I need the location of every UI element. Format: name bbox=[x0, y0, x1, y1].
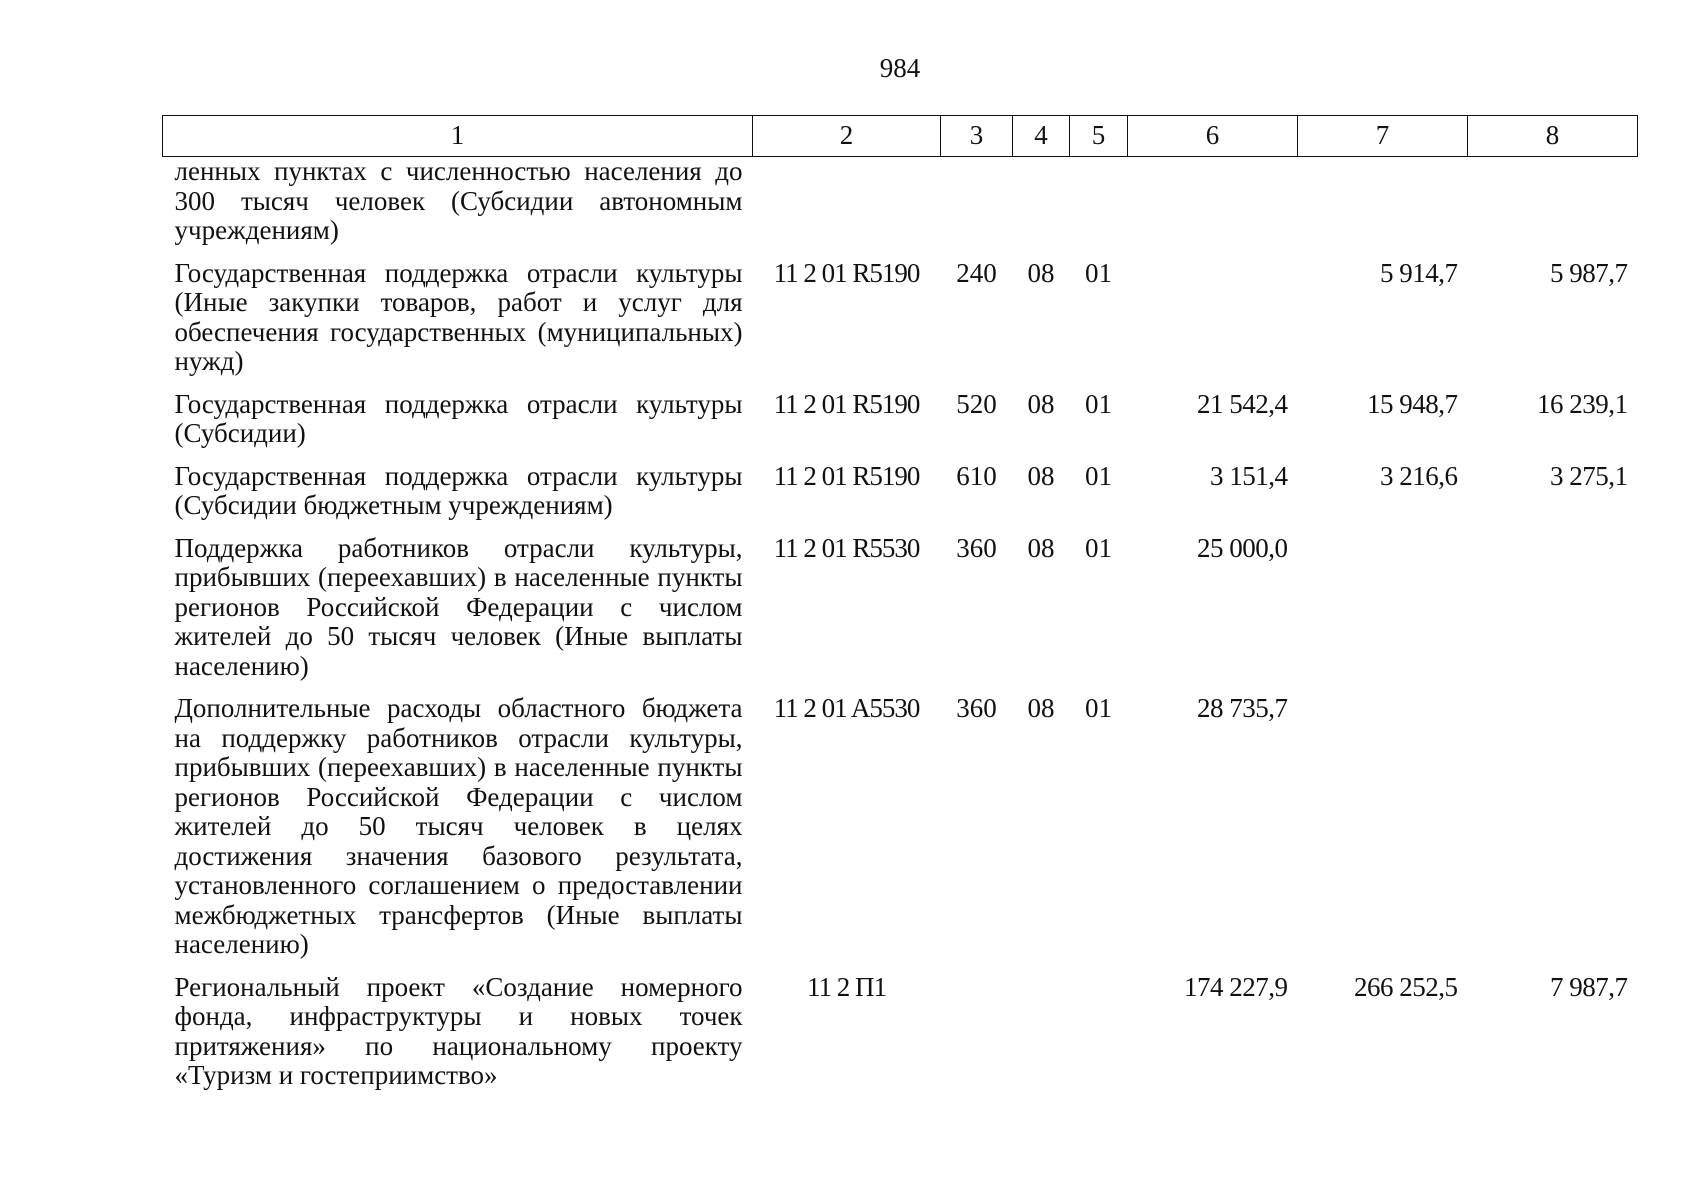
table-header bbox=[163, 116, 1638, 157]
row-section: 08 bbox=[1027, 388, 1055, 419]
row-name: Государственная поддержка отрасли культуры (Субсидии) bbox=[174, 388, 743, 448]
row-amount-year-3 bbox=[1468, 157, 1638, 259]
row-amount-year-3: 7 987,7 bbox=[1550, 971, 1628, 1002]
row-amount-year-2 bbox=[1298, 694, 1468, 973]
column-header-3: 3 bbox=[941, 116, 1013, 157]
column-header-1: 1 bbox=[163, 116, 753, 157]
row-target-article: 11 2 01 R5190 bbox=[773, 460, 920, 491]
row-amount-year-3 bbox=[1468, 534, 1638, 695]
row-amount-year-2: 5 914,7 bbox=[1380, 257, 1458, 288]
row-subsection: 01 bbox=[1085, 388, 1112, 419]
row-expense-type: 240 bbox=[956, 257, 997, 288]
row-subsection: 01 bbox=[1085, 693, 1112, 723]
row-amount-year-1: 28 735,7 bbox=[1197, 693, 1288, 723]
header-row bbox=[163, 116, 1638, 157]
row-amount-year-1: 174 227,9 bbox=[1184, 971, 1288, 1002]
row-section: 08 bbox=[1027, 693, 1055, 723]
table-row bbox=[163, 973, 1638, 1104]
row-section bbox=[1013, 157, 1070, 259]
table-row bbox=[163, 390, 1638, 462]
row-subsection: 01 bbox=[1085, 257, 1112, 288]
row-section: 08 bbox=[1027, 532, 1055, 563]
row-expense-type: 360 bbox=[956, 532, 997, 563]
row-amount-year-2 bbox=[1298, 534, 1468, 695]
table-row bbox=[163, 694, 1638, 973]
row-amount-year-1: 25 000,0 bbox=[1197, 532, 1288, 563]
row-section: 08 bbox=[1027, 460, 1055, 491]
column-header-4: 4 bbox=[1013, 116, 1070, 157]
row-amount-year-3: 3 275,1 bbox=[1550, 460, 1628, 491]
row-amount-year-3: 16 239,1 bbox=[1537, 388, 1628, 419]
column-header-6: 6 bbox=[1128, 116, 1298, 157]
row-amount-year-1 bbox=[1128, 157, 1298, 259]
row-name: Дополнительные расходы областного бюджета на поддержку работников отрасли культуры, прибывших (переехавших) в населенные пункты регионов Российской Федерации с числом жителей до 50 тысяч человек в целях достижения значения базового результата, установленного соглашением о предоставлении межбюджетных трансфертов (Иные выплаты населению) bbox=[174, 693, 743, 959]
column-header-5: 5 bbox=[1070, 116, 1128, 157]
row-amount-year-3: 5 987,7 bbox=[1550, 257, 1628, 288]
row-amount-year-1: 21 542,4 bbox=[1197, 388, 1288, 419]
table-row bbox=[163, 534, 1638, 695]
table-row bbox=[163, 259, 1638, 390]
row-amount-year-2: 15 948,7 bbox=[1367, 388, 1458, 419]
column-header-2: 2 bbox=[753, 116, 941, 157]
row-subsection bbox=[1070, 973, 1128, 1104]
row-subsection: 01 bbox=[1085, 532, 1112, 563]
row-target-article: 11 2 01 R5190 bbox=[773, 388, 920, 419]
row-subsection: 01 bbox=[1085, 460, 1112, 491]
row-amount-year-1 bbox=[1128, 259, 1298, 390]
row-name: Государственная поддержка отрасли культуры (Иные закупки товаров, работ и услуг для обеспечения государственных (муниципальных) нужд) bbox=[174, 257, 743, 376]
row-name: Региональный проект «Создание номерного фонда, инфраструктуры и новых точек притяжения» по национальному проекту «Туризм и гостеприимство» bbox=[174, 971, 743, 1090]
row-expense-type: 520 bbox=[956, 388, 997, 419]
row-section bbox=[1013, 973, 1070, 1104]
column-header-8: 8 bbox=[1468, 116, 1638, 157]
table-row bbox=[163, 462, 1638, 534]
row-amount-year-2: 3 216,6 bbox=[1380, 460, 1458, 491]
row-target-article: 11 2 01 R5190 bbox=[773, 257, 920, 288]
budget-table bbox=[162, 115, 1638, 1104]
row-expense-type: 610 bbox=[956, 460, 997, 491]
row-amount-year-2 bbox=[1298, 157, 1468, 259]
row-expense-type bbox=[941, 973, 1013, 1104]
row-name: ленных пунктах с численностью населения до 300 тысяч человек (Субсидии автономным учреждениям) bbox=[174, 156, 743, 245]
table-body bbox=[163, 157, 1638, 1104]
row-expense-type: 360 bbox=[956, 693, 997, 723]
row-name: Поддержка работников отрасли культуры, прибывших (переехавших) в населенные пункты регионов Российской Федерации с числом жителей до 50 тысяч человек (Иные выплаты населению) bbox=[174, 532, 743, 681]
row-amount-year-2: 266 252,5 bbox=[1354, 971, 1458, 1002]
row-target-article bbox=[753, 157, 941, 259]
row-target-article: 11 2 01 R5530 bbox=[773, 532, 920, 563]
page-number: 984 bbox=[879, 53, 921, 83]
row-amount-year-3 bbox=[1468, 694, 1638, 973]
table-row bbox=[163, 157, 1638, 259]
row-target-article: 11 2 П1 bbox=[807, 971, 886, 1002]
row-section: 08 bbox=[1027, 257, 1055, 288]
row-target-article: 11 2 01 A5530 bbox=[773, 693, 920, 723]
row-name: Государственная поддержка отрасли культуры (Субсидии бюджетным учреждениям) bbox=[174, 460, 743, 520]
column-header-7: 7 bbox=[1298, 116, 1468, 157]
row-subsection bbox=[1070, 157, 1128, 259]
row-amount-year-1: 3 151,4 bbox=[1210, 460, 1288, 491]
row-expense-type bbox=[941, 157, 1013, 259]
